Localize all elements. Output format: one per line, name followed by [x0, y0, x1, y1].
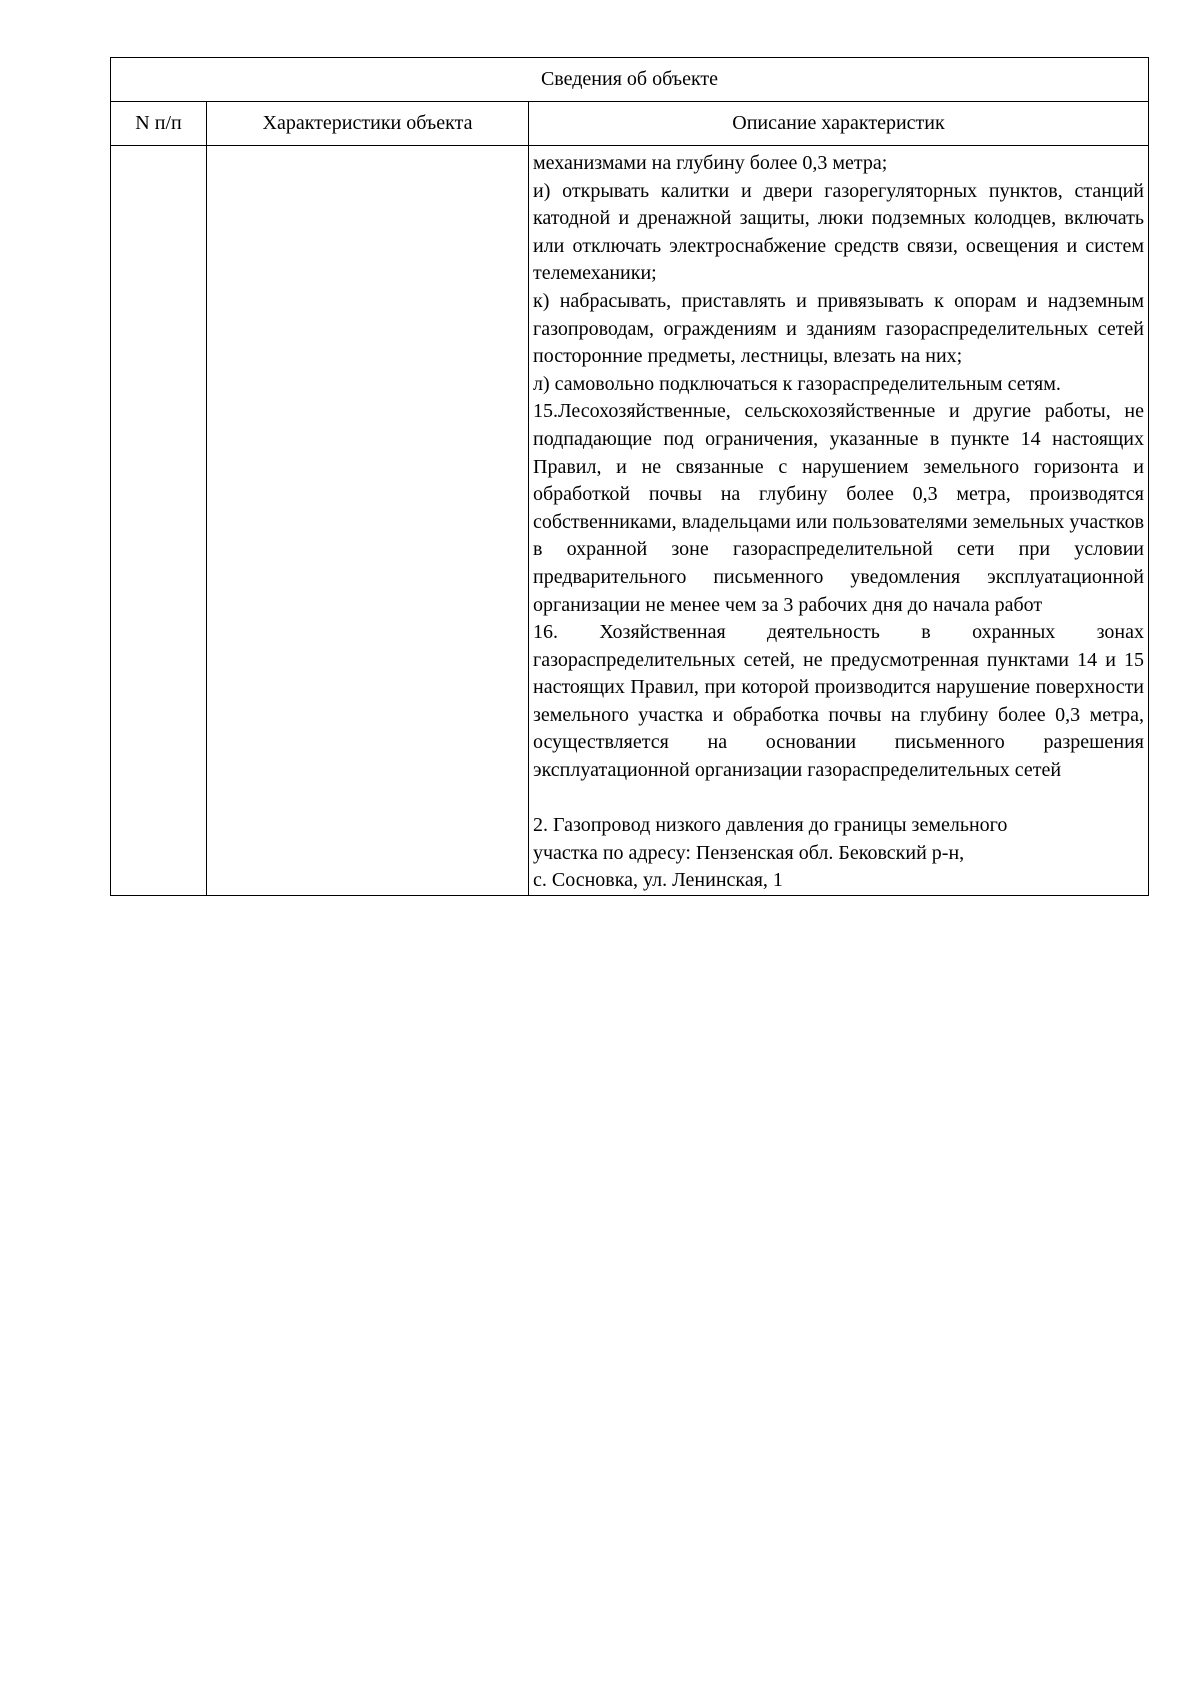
- paragraph-continuation: механизмами на глубину более 0,3 метра;: [533, 152, 888, 174]
- header-characteristics: Характеристики объекта: [207, 102, 529, 146]
- address-line: участка по адресу: Пензенская обл. Бековский р-н,: [533, 841, 965, 864]
- table-header-row: [111, 102, 1149, 146]
- address-line: 2. Газопровод низкого давления до границы земельного: [533, 814, 1008, 837]
- header-description: Описание характеристик: [529, 102, 1149, 146]
- header-num: N п/п: [111, 102, 207, 146]
- paragraph-item-i: и) открывать калитки и двери газорегуляторных пунктов, станций катодной и дренажной защиты, люки подземных колодцев, включать или отключать электроснабжение средств связи, освещения и систем телемеханики;: [533, 179, 1145, 285]
- table-title-row: [111, 58, 1149, 102]
- paragraph-clause-15: 15.Лесохозяйственные, сельскохозяйственные и другие работы, не подпадающие под ограничения, указанные в пункте 14 настоящих Правил, и не связанные с нарушением земельного горизонта и обработкой почвы на глубину более 0,3 метра, производятся собственниками, владельцами или пользователями земельных участков в охранной зоне газораспределительной сети при условии предварительного письменного уведомления эксплуатационной организации не менее чем за 3 рабочих дня до начала работ: [533, 400, 1145, 616]
- table-title: Сведения об объекте: [111, 58, 1149, 102]
- table-row: [111, 146, 1149, 896]
- cell-characteristics: [207, 146, 529, 896]
- address-line: с. Сосновка, ул. Ленинская, 1: [533, 869, 783, 892]
- cell-description: [529, 146, 1149, 896]
- blank-line: [533, 785, 1144, 813]
- paragraph-item-l: л) самовольно подключаться к газораспределительным сетям.: [533, 372, 1061, 395]
- paragraph-clause-16: 16. Хозяйственная деятельность в охранных зонах газораспределительных сетей, не предусмотренная пунктами 14 и 15 настоящих Правил, при которой производится нарушение поверхности земельного участка и обработка почвы на глубину более 0,3 метра, осуществляется на основании письменного разрешения эксплуатационной организации газораспределительных сетей: [533, 621, 1145, 782]
- object-info-table: [110, 57, 1149, 896]
- paragraph-item-k: к) набрасывать, приставлять и привязывать к опорам и надземным газопроводам, ограждениям и зданиям газораспределительных сетей посторонние предметы, лестницы, влезать на них;: [533, 289, 1145, 368]
- cell-num: [111, 146, 207, 896]
